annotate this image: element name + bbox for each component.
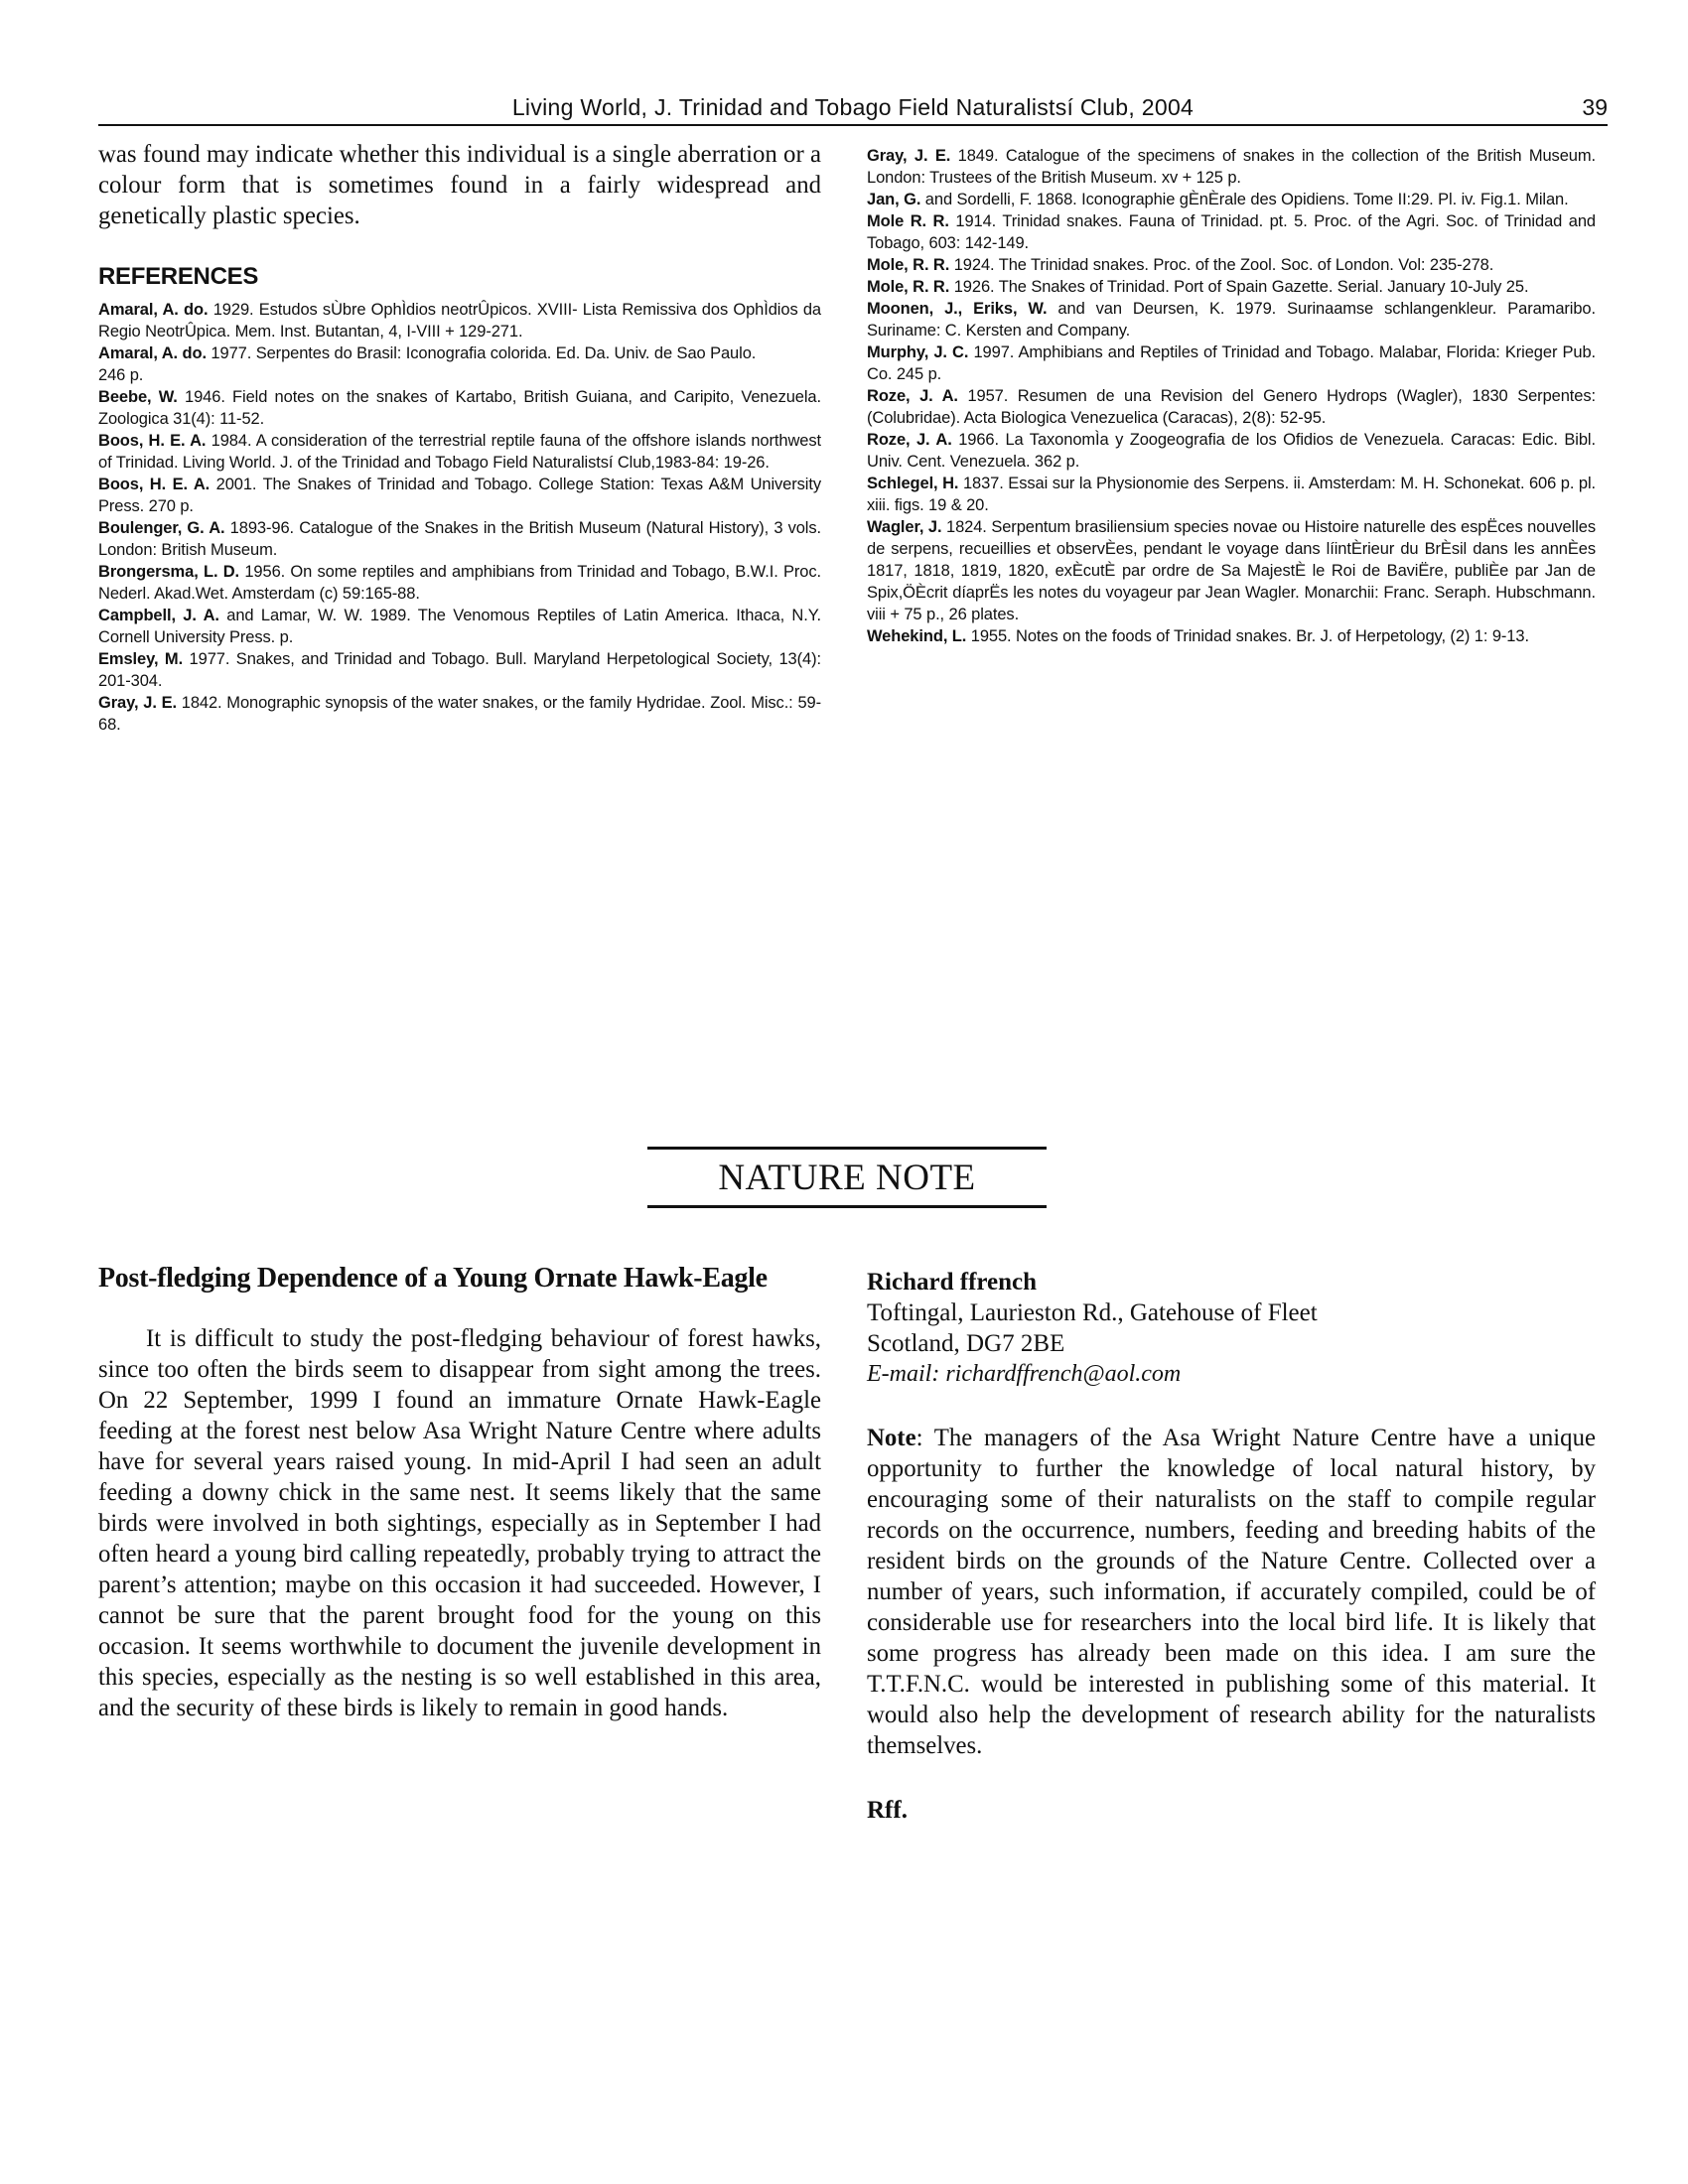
reference-author: Beebe, W. (98, 388, 178, 406)
reference-author: Emsley, M. (98, 650, 184, 668)
reference-entry (98, 517, 821, 561)
reference-entry (867, 385, 1596, 429)
author-name: Richard ffrench (867, 1269, 1038, 1296)
reference-entry (867, 625, 1596, 647)
reference-entry (98, 299, 821, 342)
reference-entry (867, 276, 1596, 298)
reference-text: 1984. A consideration of the terrestrial reptile fauna of the offshore islands northwest of Trinidad. Living World. J. of the Trinidad and Tobago Field Naturalistsí Club,1983-84: 19-26. (98, 432, 821, 472)
reference-author: Brongersma, L. D. (98, 563, 240, 581)
right-column (867, 145, 1596, 647)
banner-rule-top (647, 1147, 1047, 1150)
reference-author: Boos, H. E. A. (98, 432, 207, 450)
references-list-left (98, 299, 821, 736)
reference-extra: 246 p. (98, 366, 144, 384)
reference-text: 1837. Essai sur la Physionomie des Serpens. ii. Amsterdam: M. H. Schonekat. 606 p. pl. xiii. figs. 19 & 20. (867, 475, 1596, 514)
reference-entry (867, 473, 1596, 516)
reference-author: Campbell, J. A. (98, 607, 219, 624)
reference-entry (867, 516, 1596, 625)
reference-entry (98, 605, 821, 648)
article-title: Post-fledging Dependence of a Young Ornate Hawk-Eagle (98, 1263, 768, 1294)
note-text: : The managers of the Asa Wright Nature Centre have a unique opportunity to further the knowledge of local natural history, by encouraging some of their naturalists on the staff to compile regular records on the occurrence, numbers, feeding and breeding habits of the resident birds on the grounds of the Nature Centre. Collected over a number of years, such information, if accurately compiled, could be of considerable use for researchers into the local bird life. It is likely that some progress has already been made on this idea. I am sure the T.T.F.N.C. would be interested in publishing some of this material. It would also help the development of research ability for the naturalists themselves. (867, 1425, 1596, 1759)
reference-author: Amaral, A. do. (98, 301, 209, 319)
reference-author: Jan, G. (867, 191, 921, 208)
reference-author: Murphy, J. C. (867, 343, 969, 361)
signature: Rff. (867, 1797, 908, 1824)
page-number: 39 (1582, 94, 1608, 120)
nature-note-banner: NATURE NOTE (718, 1158, 976, 1198)
intro-paragraph: was found may indicate whether this individual is a single aberration or a colour form that is sometimes found in a fairly widespread and genetically plastic species. (98, 141, 821, 229)
reference-author: Wehekind, L. (867, 627, 967, 645)
reference-text: and van Deursen, K. 1979. Surinaamse schlangenkleur. Paramaribo. Suriname: C. Kersten and Company. (867, 300, 1596, 340)
reference-entry (867, 429, 1596, 473)
note-label: Note (867, 1425, 916, 1451)
reference-text: 1849. Catalogue of the specimens of snakes in the collection of the British Museum. London: Trustees of the British Museum. xv + 125 p. (867, 147, 1596, 187)
reference-author: Boulenger, G. A. (98, 519, 225, 537)
reference-entry (867, 189, 1596, 210)
reference-entry (98, 561, 821, 605)
author-email[interactable]: E-mail: richardffrench@aol.com (867, 1361, 1182, 1387)
reference-text: 1997. Amphibians and Reptiles of Trinidad and Tobago. Malabar, Florida: Krieger Pub. Co. 245 p. (867, 343, 1597, 383)
reference-entry (98, 430, 821, 474)
reference-author: Roze, J. A. (867, 387, 958, 405)
running-header (98, 93, 1608, 125)
reference-author: Mole, R. R. (867, 278, 950, 296)
reference-text: 1893-96. Catalogue of the Snakes in the British Museum (Natural History), 3 vols. London: British Museum. (98, 519, 821, 559)
reference-text: 1824. Serpentum brasiliensium species novae ou Histoire naturelle des espËces nouvelles de serpens, recueillies et observÈes, pendant le voyage dans líintÈrieur du BrÈsil dans les annÈes 1817, 1818, 1819, 1820, exÈcutÈ par ordre de Sa MajestÈ le Roi de BaviËre, publiÈe par Jan de Spix,ÖÈcrit díaprËs les notes du voyageur par Jean Wagler. Monarchii: Franc. Seraph. Hubschmann. viii + 75 p., 26 plates. (867, 518, 1596, 623)
reference-entry (867, 254, 1596, 276)
author-address-line2: Scotland, DG7 2BE (867, 1330, 1065, 1357)
reference-text: 1955. Notes on the foods of Trinidad snakes. Br. J. of Herpetology, (2) 1: 9-13. (966, 627, 1529, 645)
reference-author: Amaral, A. do. (98, 344, 207, 362)
editor-note (867, 1423, 1596, 1761)
reference-text: 1966. La TaxonomÌa y Zoogeografia de los Ofidios de Venezuela. Caracas: Edic. Bibl. Univ. Cent. Venezuela. 362 p. (867, 431, 1596, 471)
article-body: It is difficult to study the post-fledging behaviour of forest hawks, since too often the birds seem to disappear from sight among the trees. On 22 September, 1999 I found an immature Ornate Hawk-Eagle feeding at the forest nest below Asa Wright Nature Centre where adults have for several years raised young. In mid-April I had seen an adult feeding a downy chick in the same nest. It seems likely that the same birds were involved in both sightings, especially as in September I had often heard a young bird calling repeatedly, probably trying to attract the parent’s attention; maybe on this occasion it had succeeded. However, I cannot be sure that the parent brought food for the young on this occasion. It seems worthwhile to document the juvenile development in this species, especially as the nesting is so well established in this area, and the security of these birds is likely to remain in good hands. (98, 1325, 821, 1721)
reference-entry (98, 342, 821, 386)
reference-text: 1926. The Snakes of Trinidad. Port of Spain Gazette. Serial. January 10-July 25. (949, 278, 1529, 296)
reference-text: and Lamar, W. W. 1989. The Venomous Reptiles of Latin America. Ithaca, N.Y. Cornell University Press. p. (98, 607, 821, 646)
reference-author: Wagler, J. (867, 518, 942, 536)
reference-text: 1957. Resumen de una Revision del Genero Hydrops (Wagler), 1830 Serpentes: (Colubridae). Acta Biologica Venezuelica (Caracas), 2(8): 52-95. (867, 387, 1596, 427)
reference-author: Moonen, J., Eriks, W. (867, 300, 1048, 318)
banner-rule-bottom (647, 1205, 1047, 1208)
reference-author: Gray, J. E. (98, 694, 177, 712)
reference-text: and Sordelli, F. 1868. Iconographie gÈnÈrale des Opidiens. Tome II:29. Pl. iv. Fig.1. Milan. (920, 191, 1569, 208)
reference-entry (98, 386, 821, 430)
reference-author: Schlegel, H. (867, 475, 959, 492)
author-address-line1: Toftingal, Laurieston Rd., Gatehouse of Fleet (867, 1299, 1318, 1326)
reference-entry (98, 648, 821, 692)
reference-entry (867, 210, 1596, 254)
reference-entry (867, 298, 1596, 341)
reference-author: Mole, R. R. (867, 256, 950, 274)
reference-text: 1956. On some reptiles and amphibians from Trinidad and Tobago, B.W.I. Proc. Nederl. Akad.Wet. Amsterdam (c) 59:165-88. (98, 563, 821, 603)
reference-entry (867, 145, 1596, 189)
reference-entry (867, 341, 1596, 385)
article-right-column (867, 1267, 1596, 1826)
left-column (98, 139, 821, 736)
references-heading: REFERENCES (98, 263, 259, 290)
references-list-right (867, 145, 1596, 647)
reference-text: 1914. Trinidad snakes. Fauna of Trinidad. pt. 5. Proc. of the Agri. Soc. of Trinidad and Tobago, 603: 142-149. (867, 212, 1596, 252)
reference-text: 2001. The Snakes of Trinidad and Tobago. College Station: Texas A&M University Press. 270 p. (98, 476, 821, 515)
reference-entry (98, 692, 821, 736)
reference-text: 1977. Snakes, and Trinidad and Tobago. Bull. Maryland Herpetological Society, 13(4): 201-304. (98, 650, 821, 690)
reference-text: 1977. Serpentes do Brasil: Iconografia colorida. Ed. Da. Univ. de Sao Paulo. (206, 344, 757, 362)
reference-author: Mole R. R. (867, 212, 949, 230)
reference-text: 1929. Estudos sÙbre OphÌdios neotrÛpicos. XVIII- Lista Remissiva dos OphÌdios da Regio NeotrÛpica. Mem. Inst. Butantan, 4, I-VIII + 129-271. (98, 301, 821, 341)
reference-author: Boos, H. E. A. (98, 476, 211, 493)
reference-author: Gray, J. E. (867, 147, 951, 165)
journal-title: Living World, J. Trinidad and Tobago Field Naturalistsí Club, 2004 (511, 94, 1195, 120)
reference-text: 1946. Field notes on the snakes of Kartabo, British Guiana, and Caripito, Venezuela. Zoologica 31(4): 11-52. (98, 388, 821, 428)
reference-entry (98, 474, 821, 517)
reference-author: Roze, J. A. (867, 431, 952, 449)
article-left-column (98, 1263, 821, 1723)
header-rule (98, 124, 1608, 126)
reference-text: 1842. Monographic synopsis of the water snakes, or the family Hydridae. Zool. Misc.: 59-68. (98, 694, 821, 734)
reference-text: 1924. The Trinidad snakes. Proc. of the Zool. Soc. of London. Vol: 235-278. (949, 256, 1494, 274)
